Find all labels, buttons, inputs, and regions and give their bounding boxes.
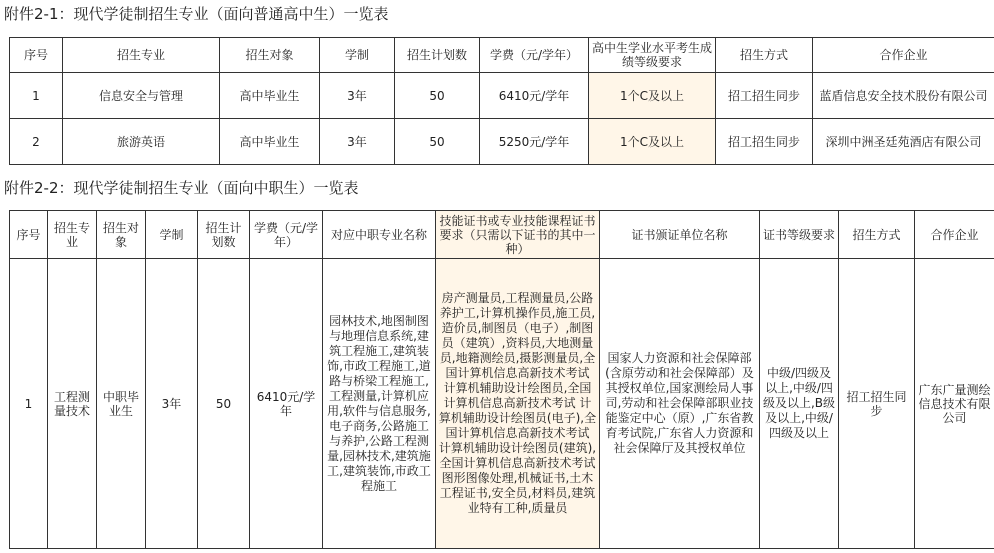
header-cell: 招生计划数 — [198, 211, 250, 259]
table-cell: 招工招生同步 — [716, 73, 813, 119]
table-cell: 50 — [395, 73, 480, 119]
table-cell: 高中毕业生 — [220, 73, 320, 119]
table-cell: 3年 — [146, 259, 198, 549]
table1-caption: 附件2-1：现代学徒制招生专业（面向普通高中生）一览表 — [4, 5, 389, 23]
table-cell: 1 — [10, 73, 63, 119]
header-cell: 证书等级要求 — [760, 211, 839, 259]
header-cell: 学费（元/学年） — [250, 211, 323, 259]
header-cell: 学制 — [146, 211, 198, 259]
table-header-row — [10, 211, 994, 259]
header-cell: 招生计划数 — [395, 38, 480, 73]
table-header-row — [10, 38, 994, 73]
table-cell: 工程测量技术 — [48, 259, 97, 549]
header-cell: 合作企业 — [813, 38, 994, 73]
table-cell: 50 — [395, 119, 480, 165]
table-cell: 3年 — [320, 73, 395, 119]
table-cell: 招工招生同步 — [839, 259, 915, 549]
table-row — [10, 73, 994, 119]
header-cell: 招生对象 — [97, 211, 146, 259]
table-cell: 房产测量员,工程测量员,公路养护工,计算机操作员,施工员,造价员,制图员（电子）,制图员（建筑）,资料员,大地测量员,地籍测绘员,摄影测量员,全国计算机信息高新技术考试 计算机辅助设计绘图员,全国计算机信息高新技术考试 计算机辅助设计绘图员(电子),全国计算机信息高新技术考试 计算机辅助设计绘图员(建筑),全国计算机信息高新技术考试 图形图像处理,机械证书,土木工程证书,安全员,材料员,建筑业特有工种,质量员 — [436, 259, 600, 549]
table-cell: 园林技术,地图制图与地理信息系统,建筑工程施工,建筑装饰,市政工程施工,道路与桥梁工程施工,工程测量,计算机应用,软件与信息服务,电子商务,公路施工与养护,公路工程测量,园林技术,建筑施工,建筑装饰,市政工程施工 — [323, 259, 436, 549]
table-cell: 1个C及以上 — [589, 119, 716, 165]
table-cell: 6410元/学年 — [480, 73, 589, 119]
table-cell: 2 — [10, 119, 63, 165]
table-cell: 国家人力资源和社会保障部(含原劳动和社会保障部）及其授权单位,国家测绘局人事司,劳动和社会保障部职业技能鉴定中心（原）,广东省教育考试院,广东省人力资源和社会保障厅及其授权单位 — [600, 259, 760, 549]
table-cell: 深圳中洲圣廷苑酒店有限公司 — [813, 119, 994, 165]
header-cell: 招生专业 — [63, 38, 220, 73]
header-cell: 招生方式 — [839, 211, 915, 259]
table-cell: 1个C及以上 — [589, 73, 716, 119]
header-cell: 高中生学业水平考生成绩等级要求 — [589, 38, 716, 73]
header-cell: 学制 — [320, 38, 395, 73]
header-cell: 合作企业 — [915, 211, 994, 259]
table-cell: 6410元/学年 — [250, 259, 323, 549]
table-cell: 蓝盾信息安全技术股份有限公司 — [813, 73, 994, 119]
header-cell: 学费（元/学年） — [480, 38, 589, 73]
table-cell: 50 — [198, 259, 250, 549]
table-row — [10, 259, 994, 549]
table-cell: 广东广量测绘信息技术有限公司 — [915, 259, 994, 549]
header-cell: 招生对象 — [220, 38, 320, 73]
table-cell: 中级/四级及以上,中级/四级及以上,B级及以上,中级/四级及以上 — [760, 259, 839, 549]
header-cell: 序号 — [10, 38, 63, 73]
header-cell: 证书颁证单位名称 — [600, 211, 760, 259]
table-cell: 1 — [10, 259, 48, 549]
table-cell: 招工招生同步 — [716, 119, 813, 165]
table-general-high-school — [9, 37, 994, 165]
header-cell: 序号 — [10, 211, 48, 259]
table-cell: 信息安全与管理 — [63, 73, 220, 119]
table-cell: 3年 — [320, 119, 395, 165]
header-cell: 对应中职专业名称 — [323, 211, 436, 259]
table-cell: 高中毕业生 — [220, 119, 320, 165]
table-cell: 5250元/学年 — [480, 119, 589, 165]
header-cell: 技能证书或专业技能课程证书要求（只需以下证书的其中一种） — [436, 211, 600, 259]
header-cell: 招生方式 — [716, 38, 813, 73]
table2-caption: 附件2-2：现代学徒制招生专业（面向中职生）一览表 — [4, 179, 359, 197]
table-cell: 旅游英语 — [63, 119, 220, 165]
table-row — [10, 119, 994, 165]
table-cell: 中职毕业生 — [97, 259, 146, 549]
table-vocational-school — [9, 210, 994, 549]
header-cell: 招生专业 — [48, 211, 97, 259]
